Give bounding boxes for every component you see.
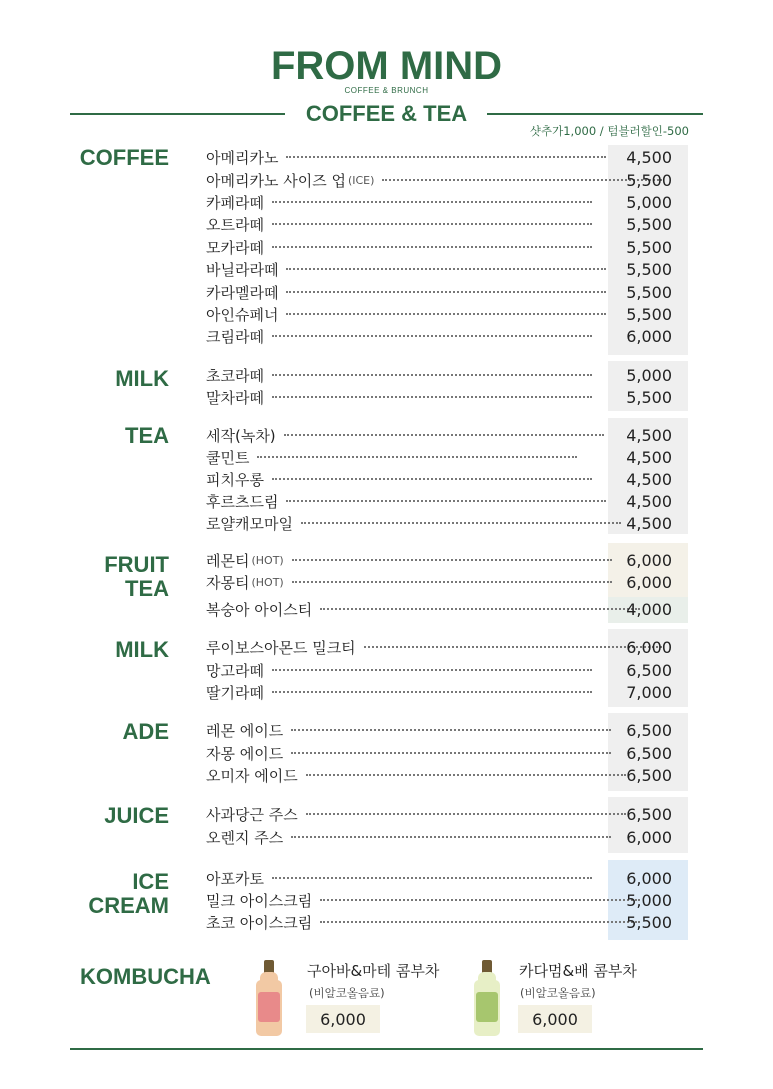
- kombucha-name-2: 카다멈&배 콤부차: [519, 962, 637, 980]
- kombucha-price-2: 6,000: [518, 1005, 592, 1033]
- leader-dots: [320, 899, 640, 901]
- category-milk-tea: MILK: [115, 637, 169, 662]
- item-name: 레몬 에이드: [206, 721, 284, 740]
- leader-dots: [272, 223, 592, 225]
- menu-item: [206, 446, 672, 468]
- item-price: 6,000: [626, 572, 672, 592]
- menu-item: [206, 490, 672, 512]
- item-name: 카라멜라떼: [206, 283, 279, 302]
- menu-item: [206, 659, 672, 681]
- item-price: 6,500: [626, 804, 672, 824]
- item-name: 아메리카노 사이즈 업: [206, 171, 346, 190]
- leader-dots: [286, 313, 606, 315]
- kombucha-name-1: 구아바&마테 콤부차: [307, 962, 440, 980]
- item-price: 6,000: [626, 326, 672, 346]
- item-name: 아인슈페너: [206, 305, 279, 324]
- item-name: 초코 아이스크림: [206, 913, 313, 932]
- brand-subtitle: COFFEE & BRUNCH: [344, 86, 429, 95]
- menu-item: [206, 325, 672, 347]
- menu-item: [206, 468, 672, 490]
- leader-dots: [272, 478, 592, 480]
- menu-item: [206, 549, 672, 571]
- item-name: 자몽 에이드: [206, 744, 284, 763]
- item-name: 자몽티: [206, 573, 250, 592]
- menu-item: [206, 281, 672, 303]
- brand-title: FROM MIND: [270, 44, 503, 88]
- category-coffee: COFFEE: [79, 145, 169, 170]
- menu-item: [206, 826, 672, 848]
- leader-dots: [272, 201, 592, 203]
- item-name: 아포카토: [206, 869, 264, 888]
- leader-dots: [272, 396, 592, 398]
- menu-item: [206, 742, 672, 764]
- menu-item: [206, 146, 672, 168]
- item-name: 후르츠드림: [206, 492, 279, 511]
- item-price: 6,500: [626, 765, 672, 785]
- category-juice: JUICE: [104, 803, 169, 828]
- leader-dots: [272, 374, 592, 376]
- leader-dots: [292, 559, 612, 561]
- leader-dots: [291, 729, 611, 731]
- item-name: 아메리카노: [206, 148, 279, 167]
- header-rule-right: [487, 113, 703, 115]
- item-name: 쿨민트: [206, 448, 250, 467]
- item-tag: (ICE): [347, 173, 375, 187]
- item-name: 밀크 아이스크림: [206, 891, 313, 910]
- item-price: 6,500: [626, 660, 672, 680]
- leader-dots: [382, 179, 662, 181]
- category-kombucha: KOMBUCHA: [80, 964, 211, 989]
- item-name: 크림라떼: [206, 327, 264, 346]
- menu-item: [206, 258, 672, 280]
- kombucha-sub-1: (비알코올음료): [309, 986, 385, 1000]
- item-name: 말차라떼: [206, 388, 264, 407]
- item-name: 오트라떼: [206, 215, 264, 234]
- item-price: 4,000: [626, 599, 672, 619]
- item-name: 카페라떼: [206, 193, 264, 212]
- item-price: 6,000: [626, 868, 672, 888]
- category-fruit-tea: [104, 553, 169, 601]
- menu-item: [206, 636, 672, 658]
- category-tea: TEA: [125, 423, 169, 448]
- item-price: 6,000: [626, 637, 672, 657]
- item-name: 초코라떼: [206, 366, 264, 385]
- leader-dots: [292, 581, 612, 583]
- item-tag: (HOT): [251, 575, 284, 589]
- menu-item: [206, 386, 672, 408]
- item-name: 세작(녹차): [206, 426, 276, 445]
- item-name: 오미자 에이드: [206, 766, 298, 785]
- category-ice-cream-line1: ICE: [132, 869, 169, 894]
- item-price: 7,000: [626, 682, 672, 702]
- leader-dots: [286, 156, 606, 158]
- item-name: 망고라떼: [206, 661, 264, 680]
- item-price: 4,500: [626, 147, 672, 167]
- item-name: 레몬티: [206, 551, 250, 570]
- leader-dots: [284, 434, 604, 436]
- item-price: 6,500: [626, 720, 672, 740]
- leader-dots: [272, 877, 592, 879]
- menu-item: [206, 911, 672, 933]
- item-price: 6,000: [626, 550, 672, 570]
- menu-item: [206, 764, 672, 786]
- category-ice-cream: [88, 870, 169, 918]
- leader-dots: [286, 291, 606, 293]
- item-name: 루이보스아몬드 밀크티: [206, 638, 356, 657]
- item-price: 5,500: [626, 259, 672, 279]
- item-name: 모카라떼: [206, 238, 264, 257]
- item-price: 5,000: [626, 890, 672, 910]
- item-price: 4,500: [626, 513, 672, 533]
- item-name: 로얄캐모마일: [206, 514, 293, 533]
- category-ice-cream-line2: CREAM: [88, 893, 169, 918]
- item-price: 4,500: [626, 491, 672, 511]
- leader-dots: [320, 608, 640, 610]
- category-fruit-tea-line2: TEA: [125, 576, 169, 601]
- item-price: 5,500: [626, 170, 672, 190]
- item-name: 딸기라떼: [206, 683, 264, 702]
- menu-item: [206, 169, 672, 191]
- menu-item: [206, 303, 672, 325]
- bottle-pink-icon: [254, 960, 284, 1036]
- category-fruit-tea-line1: FRUIT: [104, 552, 169, 577]
- kombucha-sub-2: (비알코올음료): [520, 986, 596, 1000]
- item-price: 5,500: [626, 237, 672, 257]
- brand-header: [0, 44, 773, 95]
- leader-dots: [320, 921, 640, 923]
- menu-item: [206, 598, 672, 620]
- leader-dots: [306, 774, 626, 776]
- menu-item: [206, 236, 672, 258]
- leader-dots: [272, 246, 592, 248]
- menu-item: [206, 889, 672, 911]
- footer-rule: [70, 1048, 703, 1050]
- leader-dots: [272, 691, 592, 693]
- item-price: 5,000: [626, 192, 672, 212]
- leader-dots: [286, 500, 606, 502]
- menu-item: [206, 867, 672, 889]
- item-tag: (HOT): [251, 553, 284, 567]
- leader-dots: [286, 268, 606, 270]
- leader-dots: [301, 522, 621, 524]
- leader-dots: [291, 752, 611, 754]
- item-price: 4,500: [626, 425, 672, 445]
- item-name: 복숭아 아이스티: [206, 600, 313, 619]
- menu-item: [206, 213, 672, 235]
- menu-item: [206, 512, 672, 534]
- item-price: 4,500: [626, 469, 672, 489]
- item-price: 5,000: [626, 365, 672, 385]
- item-name: 피치우롱: [206, 470, 264, 489]
- leader-dots: [291, 836, 611, 838]
- leader-dots: [272, 335, 592, 337]
- item-price: 5,500: [626, 214, 672, 234]
- category-milk: MILK: [115, 366, 169, 391]
- leader-dots: [364, 646, 662, 648]
- item-name: 오렌지 주스: [206, 828, 284, 847]
- item-price: 6,000: [626, 827, 672, 847]
- price-note: 샷추가1,000 / 텀블러할인-500: [529, 124, 689, 138]
- menu-item: [206, 803, 672, 825]
- menu-item: [206, 424, 672, 446]
- item-price: 5,500: [626, 282, 672, 302]
- leader-dots: [257, 456, 577, 458]
- item-name: 바닐라라떼: [206, 260, 279, 279]
- menu-item: [206, 364, 672, 386]
- item-price: 5,500: [626, 387, 672, 407]
- menu-item: [206, 719, 672, 741]
- leader-dots: [306, 813, 626, 815]
- menu-item: [206, 191, 672, 213]
- menu-item: [206, 681, 672, 703]
- item-name: 사과당근 주스: [206, 805, 298, 824]
- menu-item: [206, 571, 672, 593]
- bottle-green-icon: [472, 960, 502, 1036]
- item-price: 5,500: [626, 304, 672, 324]
- kombucha-price-1: 6,000: [306, 1005, 380, 1033]
- leader-dots: [272, 669, 592, 671]
- category-ade: ADE: [122, 719, 169, 744]
- item-price: 6,500: [626, 743, 672, 763]
- section-title: COFFEE & TEA: [305, 101, 468, 126]
- item-price: 4,500: [626, 447, 672, 467]
- item-price: 5,500: [626, 912, 672, 932]
